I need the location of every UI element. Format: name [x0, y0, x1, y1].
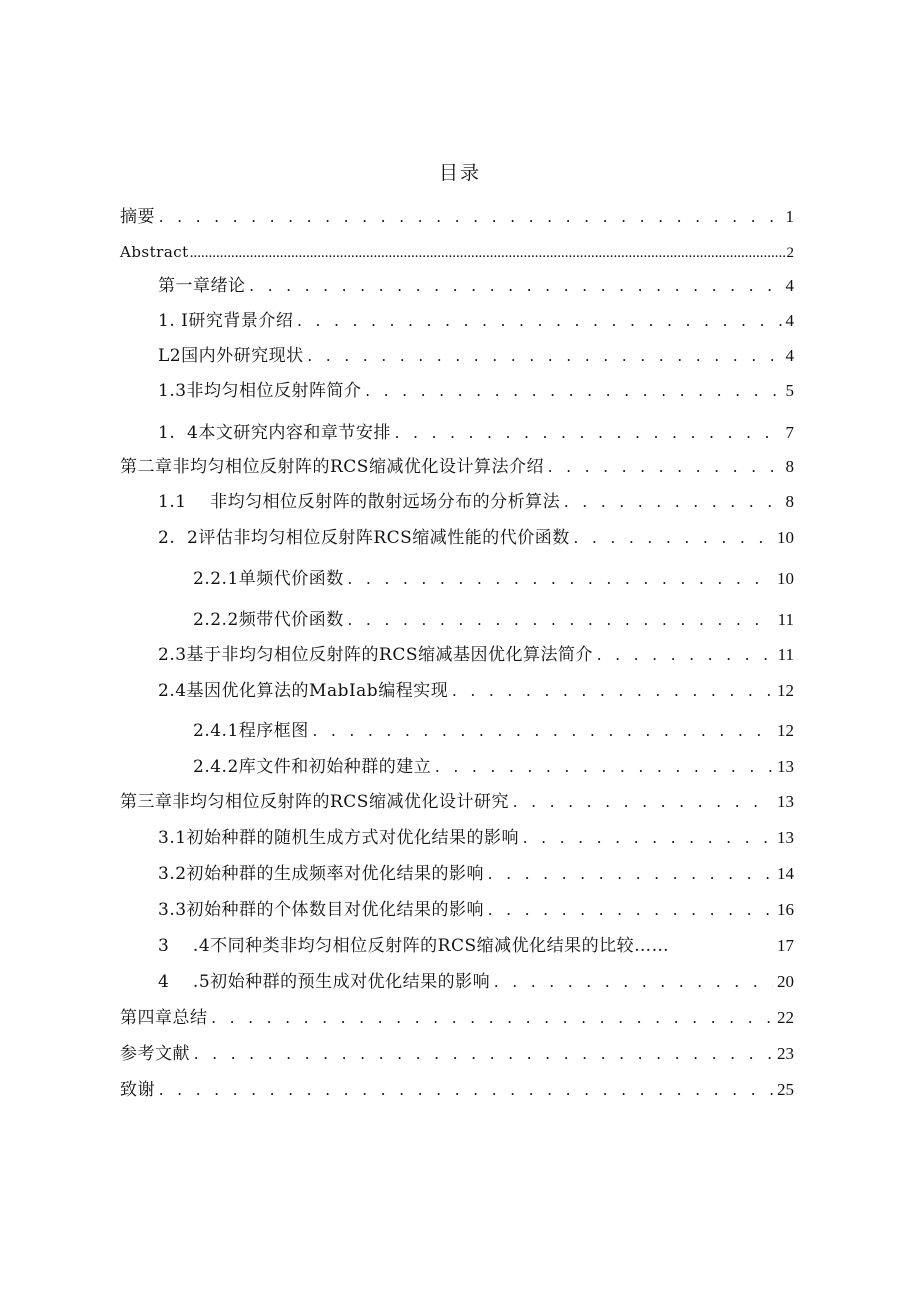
toc-leader-dots	[395, 421, 782, 445]
toc-entry-page: 1	[785, 207, 794, 226]
toc-entry-page: 13	[777, 757, 794, 776]
toc-entry-page: 17	[777, 936, 794, 955]
toc-leader-dots	[250, 274, 782, 298]
toc-entry-label: 1. 4本文研究内容和章节安排	[158, 423, 391, 443]
toc-entry-label: 3.1初始种群的随机生成方式对优化结果的影响	[158, 828, 520, 848]
toc-entry-label: 2. 2评估非均匀相位反射阵RCS缩减性能的代价函数	[158, 528, 570, 548]
toc-entry-chapter-4[interactable]	[120, 1006, 794, 1030]
toc-leader-dots	[297, 309, 781, 333]
toc-entry-2-2[interactable]	[158, 526, 794, 550]
toc-entry-3-1[interactable]	[158, 826, 794, 850]
toc-leader-dots	[488, 898, 773, 922]
toc-leader-dots	[366, 379, 782, 403]
toc-entry-acknowledgements[interactable]	[120, 1078, 794, 1102]
toc-entry-page: 7	[785, 423, 794, 442]
toc-leader-dots	[159, 1078, 773, 1102]
toc-entry-3-3[interactable]	[158, 898, 794, 922]
toc-leader-dots	[308, 344, 782, 368]
toc-entry-label: 1.1 非均匀相位反射阵的散射远场分布的分析算法	[158, 492, 561, 512]
toc-entry-label: L2国内外研究现状	[158, 346, 304, 366]
toc-entry-label: 第二章非均匀相位反射阵的RCS缩减优化设计算法介绍	[120, 457, 544, 477]
toc-entry-label: 2.4基因优化算法的MabIab编程实现	[158, 681, 449, 701]
toc-entry-page: 12	[777, 681, 794, 700]
toc-entry-label: 1. I研究背景介绍	[158, 311, 294, 331]
toc-leader-dots	[313, 719, 773, 743]
toc-leader-dots	[435, 755, 773, 779]
toc-entry-label: 4 .5初始种群的预生成对优化结果的影响	[158, 972, 491, 992]
toc-entry-label: 3 .4不同种类非均匀相位反射阵的RCS缩减优化结果的比较……	[158, 936, 670, 956]
toc-leader-dots	[348, 608, 774, 632]
toc-leader-dots	[494, 970, 773, 994]
toc-entry-page: 13	[777, 828, 794, 847]
toc-entry-chapter-3[interactable]	[120, 790, 794, 814]
toc-entry-label: 2.4.1程序框图	[193, 721, 309, 741]
toc-entry-page: 13	[777, 792, 794, 811]
toc-entry-page: 11	[777, 645, 794, 664]
toc-entry-page: 11	[777, 610, 794, 629]
toc-entry-label: 第三章非均匀相位反射阵的RCS缩减优化设计研究	[120, 792, 509, 812]
toc-leader-dots	[159, 205, 782, 229]
toc-leader-dots	[194, 1042, 773, 1066]
toc-entry-1-2[interactable]	[158, 344, 794, 368]
toc-leader-dots	[574, 526, 773, 550]
toc-leader-dots	[564, 490, 781, 514]
toc-entry-2-4-2[interactable]	[193, 755, 794, 779]
toc-entry-label: 2.2.2频带代价函数	[193, 610, 344, 630]
toc-entry-page: 2	[786, 245, 794, 261]
toc-entry-3-2[interactable]	[158, 862, 794, 886]
toc-entry-1-4[interactable]	[158, 421, 794, 445]
toc-leader-dots	[212, 1006, 774, 1030]
toc-entry-2-4[interactable]	[158, 679, 794, 703]
toc-title: 目录	[438, 162, 481, 184]
toc-entry-label: 3.3初始种群的个体数目对优化结果的影响	[158, 900, 485, 920]
toc-leader-dots	[190, 241, 786, 265]
toc-entry-page: 14	[777, 864, 794, 883]
toc-entry-abstract-en[interactable]	[120, 240, 794, 264]
toc-entry-3-5[interactable]	[158, 970, 794, 994]
toc-entry-page: 8	[785, 492, 794, 511]
toc-entry-2-3[interactable]	[158, 643, 794, 667]
toc-leader-dots	[488, 862, 773, 886]
toc-entry-label: 致谢	[120, 1080, 155, 1100]
toc-entry-2-2-2[interactable]	[193, 608, 794, 632]
toc-leader-dots	[523, 826, 773, 850]
toc-entry-page: 25	[777, 1080, 794, 1099]
toc-leader-dots	[513, 790, 773, 814]
toc-entry-abstract-cn[interactable]	[120, 205, 794, 229]
toc-entry-chapter-1[interactable]	[158, 274, 794, 298]
toc-entry-page: 12	[777, 721, 794, 740]
toc-entry-chapter-2[interactable]	[120, 455, 794, 479]
toc-entry-3-4[interactable]	[158, 934, 794, 958]
toc-entry-page: 5	[785, 381, 794, 400]
toc-entry-page: 10	[777, 569, 794, 588]
toc-leader-dots	[548, 455, 782, 479]
toc-entry-page: 22	[777, 1008, 794, 1027]
toc-entry-label: 第四章总结	[120, 1008, 208, 1028]
toc-entry-page: 8	[785, 457, 794, 476]
toc-entry-1-1[interactable]	[158, 309, 794, 333]
toc-leader-dots	[348, 567, 773, 591]
toc-entry-label: Abstract	[120, 243, 189, 261]
toc-entry-label: 2.2.1单频代价函数	[193, 569, 344, 589]
toc-entry-label: 2.3基于非均匀相位反射阵的RCS缩减基因优化算法简介	[158, 645, 593, 665]
toc-entry-1-3[interactable]	[158, 379, 794, 403]
toc-leader-dots	[597, 643, 774, 667]
toc-entry-page: 4	[785, 276, 794, 295]
toc-entry-page: 10	[777, 528, 794, 547]
toc-leader-dots	[452, 679, 773, 703]
toc-entry-label: 第一章绪论	[158, 276, 246, 296]
toc-entry-page: 4	[785, 346, 794, 365]
toc-entry-label: 参考文献	[120, 1044, 190, 1064]
toc-entry-2-2-1[interactable]	[193, 567, 794, 591]
toc-entry-2-4-1[interactable]	[193, 719, 794, 743]
toc-entry-label: 3.2初始种群的生成频率对优化结果的影响	[158, 864, 485, 884]
toc-entry-page: 16	[777, 900, 794, 919]
toc-entry-label: 2.4.2库文件和初始种群的建立	[193, 757, 432, 777]
toc-entry-label: 摘要	[120, 207, 155, 227]
toc-entry-2-1[interactable]	[158, 490, 794, 514]
toc-entry-label: 1.3非均匀相位反射阵简介	[158, 381, 362, 401]
toc-entry-references[interactable]	[120, 1042, 794, 1066]
toc-entry-page: 4	[785, 311, 794, 330]
toc-entry-page: 23	[777, 1044, 794, 1063]
toc-entry-page: 20	[777, 972, 794, 991]
